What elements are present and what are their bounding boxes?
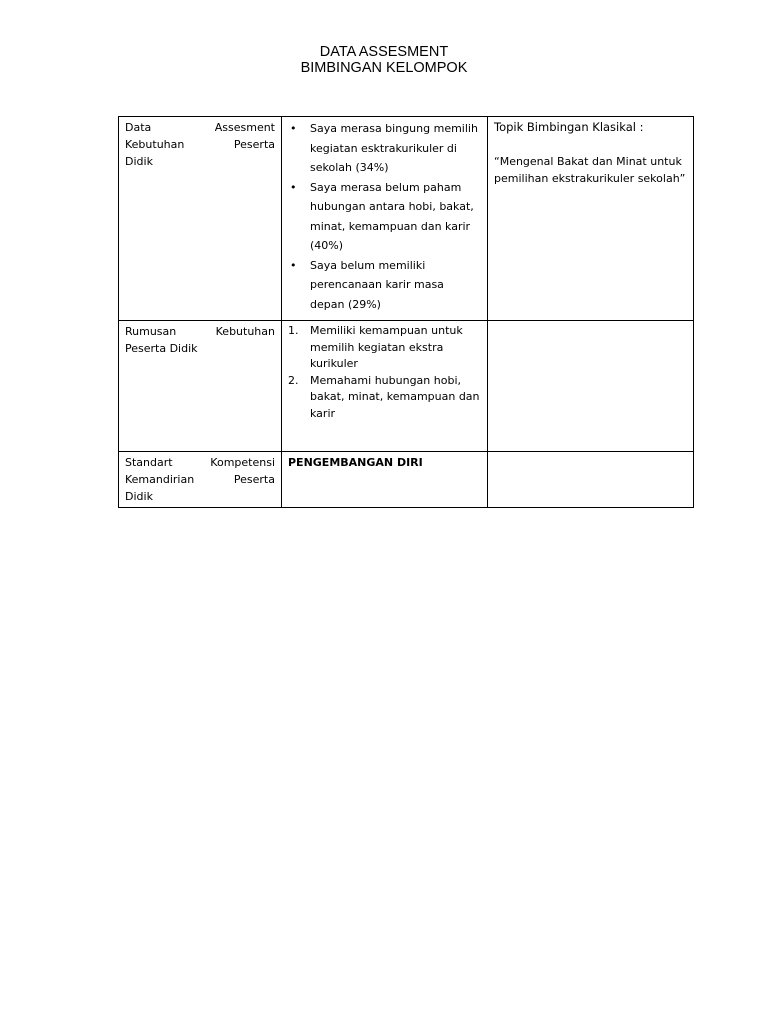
label-line: Data Assesment — [125, 121, 275, 134]
label-line: Peserta Didik — [125, 342, 198, 355]
list-item-text: Saya belum memiliki perencanaan karir masa depan (29%) — [310, 258, 444, 311]
assessment-table — [118, 116, 694, 508]
label-line: Rumusan Kebutuhan — [125, 325, 275, 338]
label-line: Didik — [125, 155, 153, 168]
label-line: Kemandirian Peserta — [125, 473, 275, 486]
list-item-text: Memahami hubungan hobi, bakat, minat, kemampuan dan karir — [310, 373, 480, 420]
list-item — [288, 119, 481, 178]
item-number: 2. — [288, 373, 299, 387]
title-line-2: BIMBINGAN KELOMPOK — [300, 60, 468, 76]
list-item — [288, 256, 481, 315]
assessment-list — [288, 119, 481, 314]
topic-heading: Topik Bimbingan Klasikal : — [494, 120, 644, 134]
list-item-text: Saya merasa bingung memilih kegiatan esktrakurikuler di sekolah (34%) — [310, 122, 478, 174]
table-row — [119, 321, 694, 452]
list-item — [288, 373, 481, 423]
row-label-data-assesment — [119, 117, 282, 321]
table-row — [119, 117, 694, 321]
list-item-text: Saya merasa belum paham hubungan antara hobi, bakat, minat, kemampuan dan karir (40%) — [310, 180, 474, 252]
label-line: Standart Kompetensi — [125, 456, 275, 469]
empty-cell — [488, 321, 694, 452]
bullet-icon: • — [290, 258, 297, 272]
row-label-standart — [119, 452, 282, 508]
list-item-text: Memiliki kemampuan untuk memilih kegiatan ekstra kurikuler — [310, 324, 463, 370]
needs-cell — [282, 321, 488, 452]
item-number: 1. — [288, 324, 299, 337]
label-line: Didik — [125, 490, 153, 503]
needs-list — [288, 323, 481, 422]
bullet-icon: • — [290, 122, 297, 135]
empty-cell — [488, 452, 694, 508]
topic-cell — [488, 117, 694, 321]
list-item — [288, 178, 481, 256]
topic-text: “Mengenal Bakat dan Minat untuk pemilihan ekstrakurikuler sekolah” — [494, 155, 686, 185]
competency-value: PENGEMBANGAN DIRI — [288, 456, 423, 469]
table-row — [119, 452, 694, 508]
bullet-icon: • — [290, 180, 297, 194]
competency-cell — [282, 452, 488, 508]
label-line: Kebutuhan Peserta — [125, 138, 275, 151]
assessment-items-cell — [282, 117, 488, 321]
list-item — [288, 323, 481, 373]
title-line-1: DATA ASSESMENT — [319, 44, 449, 60]
row-label-rumusan — [119, 321, 282, 452]
document-title — [0, 44, 768, 76]
